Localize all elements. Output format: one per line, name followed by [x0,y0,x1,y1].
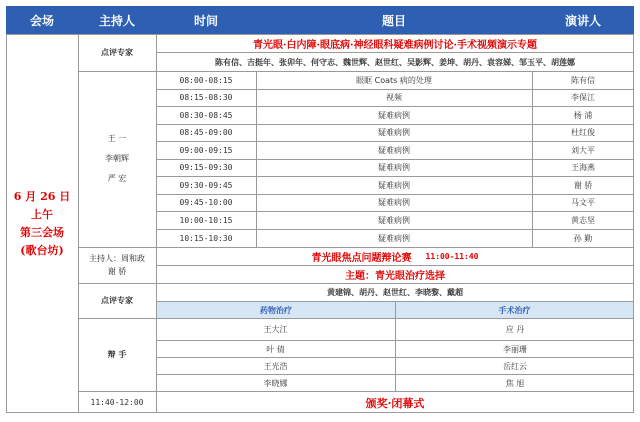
table-row [156,124,634,141]
session2-hosts [78,247,156,283]
drug-team-member: 叶 倩 [266,344,285,354]
row-speaker: 王海燕 [571,163,595,172]
row-topic: 疑难病例 [378,180,410,190]
row-time: 08:15-08:30 [179,93,233,102]
row-speaker: 孙 勤 [573,233,593,243]
row-time: 10:15-10:30 [179,233,233,243]
row-speaker: 刘大平 [571,145,595,155]
surgery-team-member: 应 丹 [505,325,525,334]
closing-title: 颁奖·闭幕式 [365,396,425,410]
row-topic: 疑难病例 [378,198,410,207]
session1-host: 李朝辉 [105,154,129,163]
surgery-team-member: 岳红云 [503,361,527,371]
row-topic: 眼眶 Coats 病的处理 [356,75,432,85]
drug-team-member: 王大江 [263,325,288,334]
venue-period: 上午 [31,207,53,221]
row-topic: 疑难病例 [378,163,410,172]
row-time: 08:45-09:00 [179,128,233,137]
debater-label: 辩 手 [107,350,127,359]
table-row [156,89,634,106]
row-topic: 疑难病例 [378,215,410,225]
row-topic: 疑难病例 [378,233,410,243]
table-row [156,141,634,159]
row-speaker: 杨 浦 [573,110,593,120]
drug-team-header: 药物治疗 [157,302,395,318]
session2-expert-label: 点评专家 [101,296,133,305]
session1-expert-label: 点评专家 [101,48,133,57]
debate-title: 青光眼焦点问题辩论赛 [311,252,412,264]
surgery-team-member: 焦 旭 [505,378,525,388]
header-speaker: 演讲人 [532,6,634,34]
debate-subject: 主题：青光眼治疗选择 [345,271,445,282]
session1-host: 严 宏 [107,174,127,183]
venue-date: 6 月 26 日 [13,189,71,203]
table-row [156,106,634,124]
table-row [156,194,634,211]
drug-team-member: 李晓娜 [263,378,288,388]
row-speaker: 李保江 [571,93,595,102]
row-time: 08:30-08:45 [179,110,233,120]
header-topic: 题目 [256,6,532,34]
header-time: 时间 [156,6,256,34]
drug-team-member: 王光浩 [263,361,288,371]
row-topic: 疑难病例 [378,128,410,137]
header-venue: 会场 [6,6,78,34]
table-row [156,71,634,89]
venue-cell [6,34,78,413]
row-time: 10:00-10:15 [179,215,233,225]
row-topic: 疑难病例 [378,145,410,155]
session2-host2: 谢 骄 [107,267,127,276]
row-topic: 视频 [386,93,402,102]
surgery-team-header: 手术治疗 [396,302,633,318]
row-time: 09:30-09:45 [179,180,233,190]
table-row [156,211,634,229]
session2-experts: 黄建锦、胡丹、赵世红、李晓黎、戴超 [327,287,463,297]
header-host: 主持人 [78,6,156,34]
row-topic: 疑难病例 [378,110,410,120]
row-time: 08:00-08:15 [179,75,233,85]
row-speaker: 马文平 [571,198,595,207]
debate-time: 11:00-11:40 [425,251,479,261]
session1-title: 青光眼·白内障·眼底病·神经眼科疑难病例讨论·手术视频演示专题 [253,39,537,51]
table-row [156,176,634,194]
venue-room: 第三会场 [20,225,64,239]
debate-title-row [156,247,634,265]
session1-schedule [156,71,634,247]
row-speaker: 黄志坚 [571,215,595,225]
session1-hosts [78,71,156,247]
session1-host: 王 一 [107,134,127,143]
table-row [156,229,634,247]
row-time: 09:45-10:00 [179,198,233,207]
row-time: 09:15-09:30 [179,163,233,172]
row-time: 09:00-09:15 [179,145,233,155]
session2-host-label: 主持人：周和政 [89,254,145,263]
session1-experts: 陈有信、吉挺年、张卯年、何守志、魏世辉、赵世红、吴影辉、姜坤、胡丹、袁容娣、邹玉平、胡莲娜 [215,57,575,67]
table-row [156,159,634,176]
venue-hall: (歌台坊) [20,243,64,257]
row-speaker: 谢 骄 [573,180,593,190]
surgery-team-member: 李丽珊 [503,344,527,354]
closing-time: 11:40-12:00 [90,398,144,407]
row-speaker: 杜红俊 [571,128,595,137]
row-speaker: 陈有信 [571,75,595,85]
